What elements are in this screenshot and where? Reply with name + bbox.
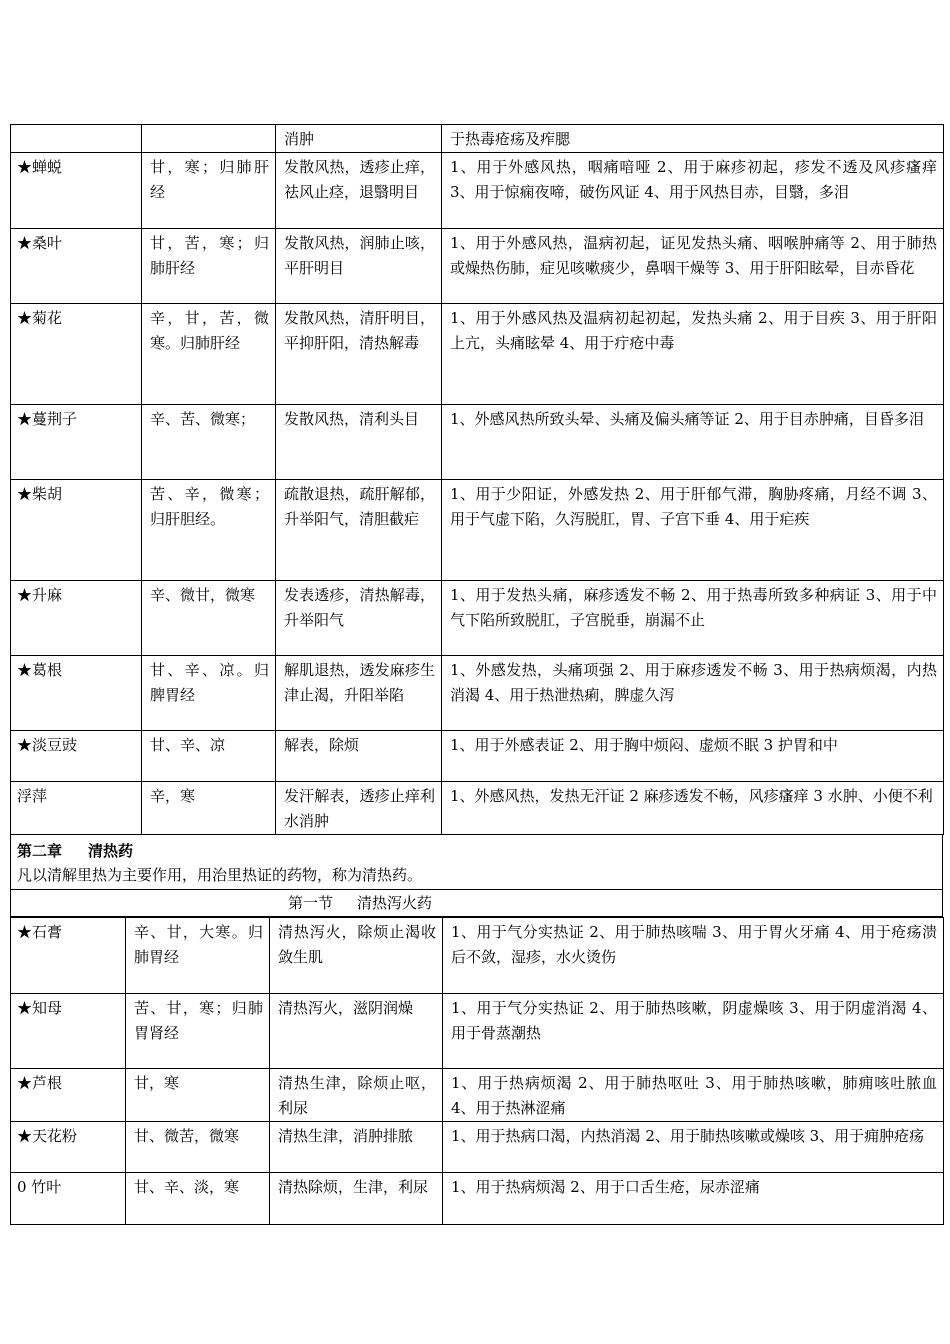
herb-effect-cell: 疏散退热，疏肝解郁，升举阳气，清胆截疟 xyxy=(276,480,442,581)
section-title: 第一节 xyxy=(288,894,334,912)
herb-effect-cell: 清热生津，消肿排脓 xyxy=(270,1122,443,1173)
table-row xyxy=(11,1122,944,1173)
section-heading xyxy=(288,892,432,914)
table-row xyxy=(11,994,944,1069)
chapter-title: 第二章 xyxy=(17,842,63,860)
herb-effect-cell: 发散风热，清肝明目，平抑肝阳，清热解毒 xyxy=(276,304,442,405)
section-subtitle: 清热泻火药 xyxy=(357,894,433,912)
table-row xyxy=(11,1069,944,1122)
herb-usage-cell: 1、用于热病口渴，内热消渴 2、用于肺热咳嗽或燥咳 3、用于痈肿疮疡 xyxy=(443,1122,944,1173)
herb-effect-cell: 发表透疹，清热解毒，升举阳气 xyxy=(276,581,442,656)
herb-effect-cell: 消肿 xyxy=(276,125,442,153)
table-row xyxy=(11,125,944,153)
chapter-description: 凡以清解里热为主要作用，用治里热证的药物，称为清热药。 xyxy=(17,866,423,884)
herb-table-2 xyxy=(10,917,944,1225)
herb-effect-cell: 发散风热，透疹止痒，祛风止痉，退翳明目 xyxy=(276,153,442,229)
herb-usage-cell: 1、用于少阳证，外感发热 2、用于肝郁气滞，胸胁疼痛，月经不调 3、用于气虚下陷，久泻脱肛，胃、子宫下垂 4、用于疟疾 xyxy=(442,480,944,581)
herb-property-cell: 甘，苦，寒；归肺肝经 xyxy=(142,229,276,304)
herb-effect-cell: 清热泻火，除烦止渴收敛生肌 xyxy=(270,918,443,994)
herb-property-cell: 辛，寒 xyxy=(142,782,276,835)
herb-property-cell: 甘，寒；归肺肝经 xyxy=(142,153,276,229)
herb-usage-cell: 1、用于外感风热，咽痛喑哑 2、用于麻疹初起，疹发不透及风疹瘙痒 3、用于惊痫夜啼，破伤风证 4、用于风热目赤，目翳，多泪 xyxy=(442,153,944,229)
herb-name-cell: ★菊花 xyxy=(11,304,142,405)
table-row xyxy=(11,918,944,994)
herb-usage-cell: 1、用于气分实热证 2、用于肺热咳嗽，阴虚燥咳 3、用于阴虚消渴 4、用于骨蒸潮热 xyxy=(443,994,944,1069)
herb-effect-cell: 清热泻火，滋阴润燥 xyxy=(270,994,443,1069)
herb-name-cell xyxy=(11,125,142,153)
herb-usage-cell: 1、外感风热所致头晕、头痛及偏头痛等证 2、用于目赤肿痛，目昏多泪 xyxy=(442,405,944,480)
table-row xyxy=(11,153,944,229)
herb-property-cell: 甘、微苦，微寒 xyxy=(126,1122,270,1173)
herb-name-cell: 浮萍 xyxy=(11,782,142,835)
herb-property-cell: 甘，寒 xyxy=(126,1069,270,1122)
herb-property-cell xyxy=(142,125,276,153)
herb-usage-cell: 1、用于外感风热，温病初起，证见发热头痛、咽喉肿痛等 2、用于肺热或燥热伤肺，症见咳嗽痰少，鼻咽干燥等 3、用于肝阳眩晕，目赤昏花 xyxy=(442,229,944,304)
herb-effect-cell: 发汗解表，透疹止痒利水消肿 xyxy=(276,782,442,835)
herb-name-cell: ★石膏 xyxy=(11,918,126,994)
herb-name-cell: ★葛根 xyxy=(11,656,142,731)
herb-effect-cell: 清热生津，除烦止呕，利尿 xyxy=(270,1069,443,1122)
herb-usage-cell: 1、用于外感风热及温病初起初起，发热头痛 2、用于目疾 3、用于肝阳上亢，头痛眩晕 4、用于疔疮中毒 xyxy=(442,304,944,405)
herb-table-1 xyxy=(10,124,944,835)
herb-property-cell: 苦、甘，寒；归肺胃肾经 xyxy=(126,994,270,1069)
herb-name-cell: ★柴胡 xyxy=(11,480,142,581)
herb-name-cell: ★蔓荆子 xyxy=(11,405,142,480)
herb-usage-cell: 1、外感风热，发热无汗证 2 麻疹透发不畅，风疹瘙痒 3 水肿、小便不利 xyxy=(442,782,944,835)
herb-name-cell: ★桑叶 xyxy=(11,229,142,304)
table-row xyxy=(11,1173,944,1225)
herb-name-cell: 0 竹叶 xyxy=(11,1173,126,1225)
herb-effect-cell: 解肌退热，透发麻疹生津止渴，升阳举陷 xyxy=(276,656,442,731)
herb-name-cell: ★淡豆豉 xyxy=(11,731,142,782)
herb-name-cell: ★蝉蜕 xyxy=(11,153,142,229)
herb-usage-cell: 1、用于气分实热证 2、用于肺热咳喘 3、用于胃火牙痛 4、用于疮疡溃后不敛，湿疹，水火烫伤 xyxy=(443,918,944,994)
table-row xyxy=(11,480,944,581)
herb-usage-cell: 于热毒疮疡及痄腮 xyxy=(442,125,944,153)
herb-effect-cell: 清热除烦，生津，利尿 xyxy=(270,1173,443,1225)
herb-property-cell: 辛、苦、微寒； xyxy=(142,405,276,480)
table-row xyxy=(11,304,944,405)
herb-name-cell: ★芦根 xyxy=(11,1069,126,1122)
document-page xyxy=(10,124,943,1225)
herb-effect-cell: 发散风热，清利头目 xyxy=(276,405,442,480)
herb-name-cell: ★知母 xyxy=(11,994,126,1069)
herb-name-cell: ★升麻 xyxy=(11,581,142,656)
herb-property-cell: 辛、微甘，微寒 xyxy=(142,581,276,656)
herb-effect-cell: 解表，除烦 xyxy=(276,731,442,782)
section-header xyxy=(10,890,943,917)
table-row xyxy=(11,656,944,731)
herb-property-cell: 苦、辛，微寒；归肝胆经。 xyxy=(142,480,276,581)
chapter-heading xyxy=(17,839,936,863)
herb-usage-cell: 1、用于热病烦渴 2、用于肺热呕吐 3、用于肺热咳嗽，肺痈咳吐脓血 4、用于热淋涩痛 xyxy=(443,1069,944,1122)
table-row xyxy=(11,229,944,304)
herb-usage-cell: 1、用于发热头痛，麻疹透发不畅 2、用于热毒所致多种病证 3、用于中气下陷所致脱肛，子宫脱垂，崩漏不止 xyxy=(442,581,944,656)
table-row xyxy=(11,581,944,656)
herb-property-cell: 辛、甘，大寒。归肺胃经 xyxy=(126,918,270,994)
table-row xyxy=(11,782,944,835)
herb-property-cell: 甘、辛、淡，寒 xyxy=(126,1173,270,1225)
herb-property-cell: 甘、辛、凉 xyxy=(142,731,276,782)
herb-property-cell: 甘、辛、凉。归脾胃经 xyxy=(142,656,276,731)
herb-usage-cell: 1、用于外感表证 2、用于胸中烦闷、虚烦不眠 3 护胃和中 xyxy=(442,731,944,782)
herb-effect-cell: 发散风热，润肺止咳，平肝明目 xyxy=(276,229,442,304)
herb-usage-cell: 1、用于热病烦渴 2、用于口舌生疮，尿赤涩痛 xyxy=(443,1173,944,1225)
chapter-block xyxy=(10,835,943,890)
chapter-subtitle: 清热药 xyxy=(88,842,134,860)
herb-property-cell: 辛，甘，苦，微寒。归肺肝经 xyxy=(142,304,276,405)
herb-name-cell: ★天花粉 xyxy=(11,1122,126,1173)
table-row xyxy=(11,405,944,480)
table-row xyxy=(11,731,944,782)
herb-usage-cell: 1、外感发热，头痛项强 2、用于麻疹透发不畅 3、用于热病烦渴，内热消渴 4、用于热泄热痢，脾虚久泻 xyxy=(442,656,944,731)
